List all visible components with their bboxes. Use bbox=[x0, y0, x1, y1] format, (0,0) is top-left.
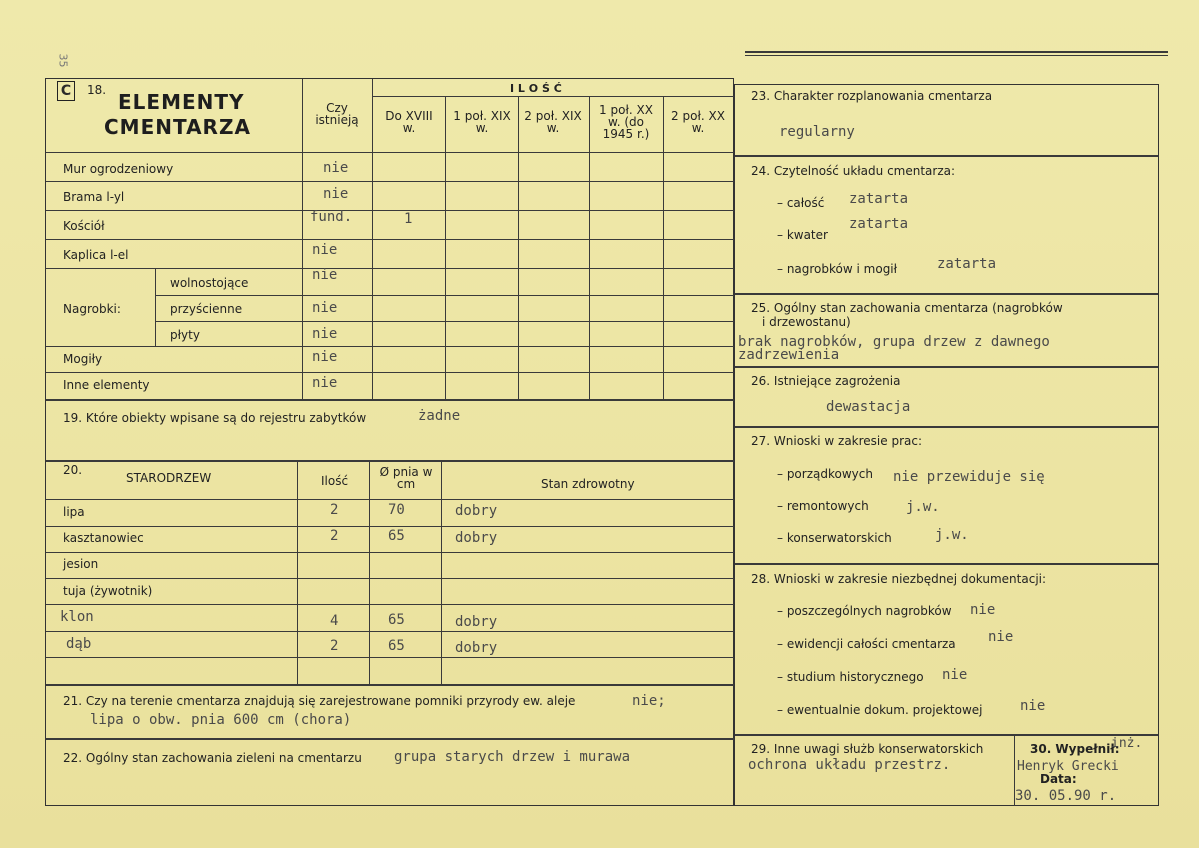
nagrobki-label: Nagrobki: bbox=[63, 302, 121, 316]
s27-item-label: – konserwatorskich bbox=[777, 531, 892, 545]
s28-item-label: – ewidencji całości cmentarza bbox=[777, 637, 956, 651]
element-exists: fund. bbox=[310, 209, 353, 225]
row-line bbox=[46, 526, 734, 527]
element-label: wolnostojące bbox=[170, 276, 249, 290]
tree-count: 2 bbox=[330, 502, 339, 518]
tree-count: 4 bbox=[330, 613, 339, 629]
element-exists: nie bbox=[312, 267, 338, 283]
s19-value: żadne bbox=[418, 408, 461, 424]
tree-count: 2 bbox=[330, 528, 339, 544]
tree-diam: 70 bbox=[388, 502, 405, 518]
s27-item-value: j.w. bbox=[906, 499, 940, 515]
section-divider bbox=[46, 738, 734, 740]
s18-number: 18. bbox=[87, 83, 107, 97]
col-line bbox=[445, 96, 446, 399]
section-divider bbox=[46, 460, 734, 462]
s19-label: 19. Które obiekty wpisane są do rejestru zabytków bbox=[63, 411, 367, 425]
s23-value: regularny bbox=[779, 124, 855, 140]
row-line bbox=[46, 631, 734, 632]
s28-label: 28. Wnioski w zakresie niezbędnej dokumentacji: bbox=[751, 572, 1047, 586]
row-line bbox=[46, 346, 734, 347]
s25-value-1: brak nagrobków, grupa drzew z dawnego bbox=[738, 334, 1050, 350]
s21-label: 21. Czy na terenie cmentarza znajdują się zarejestrowane pomniki przyrody ew. aleje bbox=[63, 694, 576, 708]
section-divider bbox=[46, 684, 734, 686]
tree-name: jesion bbox=[63, 557, 99, 571]
s27-label: 27. Wnioski w zakresie prac: bbox=[751, 434, 923, 448]
s24-item-value: zatarta bbox=[849, 191, 909, 207]
row-line bbox=[46, 604, 734, 605]
s28-item-value: nie bbox=[942, 667, 968, 683]
s20-col-count: Ilość bbox=[321, 474, 349, 488]
element-label: Mogiły bbox=[63, 352, 103, 366]
col-line bbox=[369, 460, 370, 684]
s28-item-value: nie bbox=[970, 602, 996, 618]
top-rule bbox=[745, 51, 1168, 53]
tree-name: lipa bbox=[63, 505, 85, 519]
col-line bbox=[155, 268, 156, 346]
s30-name: Henryk Grecki bbox=[1017, 759, 1119, 774]
section-divider bbox=[735, 366, 1158, 368]
element-exists: nie bbox=[312, 326, 338, 342]
s20-number: 20. bbox=[63, 463, 83, 477]
row-line bbox=[46, 239, 734, 240]
section-divider bbox=[735, 155, 1158, 157]
tree-diam: 65 bbox=[388, 638, 405, 654]
row-line bbox=[46, 152, 734, 153]
s24-label: 24. Czytelność układu cmentarza: bbox=[751, 164, 956, 178]
ilosc-header: I L O Ś Ć bbox=[510, 82, 562, 95]
row-line bbox=[46, 372, 734, 373]
tree-count: 2 bbox=[330, 638, 339, 654]
col-line bbox=[441, 460, 442, 684]
section-divider bbox=[735, 426, 1158, 428]
element-label: przyścienne bbox=[170, 302, 243, 316]
section-badge: C bbox=[57, 81, 75, 101]
col-line bbox=[518, 96, 519, 399]
row-line bbox=[46, 268, 734, 269]
period-header: 1 poł. XX w. (do 1945 r.) bbox=[599, 103, 653, 141]
section-divider bbox=[735, 563, 1158, 565]
tree-health: dobry bbox=[455, 640, 498, 656]
period-header: 2 poł. XIX w. bbox=[524, 109, 582, 135]
s28-item-label: – ewentualnie dokum. projektowej bbox=[777, 703, 983, 717]
element-label: Brama l-yl bbox=[63, 190, 125, 204]
period-header: 1 poł. XIX w. bbox=[453, 109, 511, 135]
row-line bbox=[155, 321, 734, 322]
exists-header: Czy istnieją bbox=[315, 101, 359, 127]
element-exists: nie bbox=[323, 186, 349, 202]
section-divider bbox=[735, 734, 1158, 736]
tree-name: klon bbox=[60, 609, 94, 625]
col-line bbox=[297, 460, 298, 684]
s24-item-label: – całość bbox=[777, 196, 825, 210]
element-label: Kościół bbox=[63, 219, 105, 233]
s20-col-diam: Ø pnia w cm bbox=[379, 465, 433, 491]
tree-health: dobry bbox=[455, 614, 498, 630]
period-header: 2 poł. XX w. bbox=[671, 109, 725, 135]
s27-item-value: nie przewiduje się bbox=[893, 469, 1045, 485]
section-divider bbox=[46, 399, 734, 401]
s27-item-value: j.w. bbox=[935, 527, 969, 543]
s24-item-label: – kwater bbox=[777, 228, 828, 242]
s25-value-2: zadrzewienia bbox=[738, 347, 840, 363]
row-line bbox=[46, 499, 734, 500]
s27-item-label: – remontowych bbox=[777, 499, 869, 513]
s24-item-label: – nagrobków i mogił bbox=[777, 262, 898, 276]
tree-diam: 65 bbox=[388, 528, 405, 544]
s29-value: ochrona układu przestrz. bbox=[748, 757, 951, 773]
row-line bbox=[372, 96, 734, 97]
element-label: Kaplica l-el bbox=[63, 248, 129, 262]
s23-label: 23. Charakter rozplanowania cmentarza bbox=[751, 89, 993, 103]
row-line bbox=[46, 210, 734, 211]
tree-diam: 65 bbox=[388, 612, 405, 628]
element-exists: nie bbox=[312, 375, 338, 391]
s28-item-value: nie bbox=[1020, 698, 1046, 714]
s25-label-2: i drzewostanu) bbox=[762, 315, 851, 329]
s25-label-1: 25. Ogólny stan zachowania cmentarza (nagrobków bbox=[751, 301, 1063, 315]
element-label: płyty bbox=[170, 328, 200, 342]
tree-name: kasztanowiec bbox=[63, 531, 144, 545]
element-exists: nie bbox=[312, 300, 338, 316]
s22-value: grupa starych drzew i murawa bbox=[394, 749, 631, 765]
tree-name: dąb bbox=[66, 636, 92, 652]
row-line bbox=[46, 552, 734, 553]
s18-title-2: CMENTARZA bbox=[104, 115, 251, 139]
s27-item-label: – porządkowych bbox=[777, 467, 873, 481]
s26-label: 26. Istniejące zagrożenia bbox=[751, 374, 901, 388]
row-line bbox=[155, 295, 734, 296]
s22-label: 22. Ogólny stan zachowania zieleni na cmentarzu bbox=[63, 751, 362, 765]
element-exists: nie bbox=[312, 242, 338, 258]
element-exists: nie bbox=[323, 160, 349, 176]
row-line bbox=[46, 657, 734, 658]
s20-title: STARODRZEW bbox=[126, 471, 212, 485]
row-line bbox=[46, 578, 734, 579]
col-line bbox=[663, 96, 664, 399]
tree-health: dobry bbox=[455, 503, 498, 519]
s21-value: nie; bbox=[632, 693, 666, 709]
s28-item-value: nie bbox=[988, 629, 1014, 645]
s24-item-value: zatarta bbox=[937, 256, 997, 272]
element-exists: nie bbox=[312, 349, 338, 365]
s20-col-health: Stan zdrowotny bbox=[541, 477, 635, 491]
element-count: 1 bbox=[404, 211, 413, 227]
s30-date: 30. 05.90 r. bbox=[1015, 788, 1117, 804]
s28-item-label: – poszczególnych nagrobków bbox=[777, 604, 952, 618]
s29-label: 29. Inne uwagi służb konserwatorskich bbox=[751, 742, 984, 756]
period-header: Do XVIII w. bbox=[385, 109, 433, 135]
tree-name: tuja (żywotnik) bbox=[63, 584, 153, 598]
side-code: 35 bbox=[56, 53, 70, 68]
s21-value-2: lipa o obw. pnia 600 cm (chora) bbox=[90, 712, 352, 728]
col-line bbox=[589, 96, 590, 399]
element-label: Inne elementy bbox=[63, 378, 150, 392]
s24-item-value: zatarta bbox=[849, 216, 909, 232]
s30-title: inż. bbox=[1111, 736, 1143, 751]
top-rule-2 bbox=[745, 55, 1168, 56]
tree-health: dobry bbox=[455, 530, 498, 546]
s28-item-label: – studium historycznego bbox=[777, 670, 924, 684]
section-divider bbox=[735, 293, 1158, 295]
element-label: Mur ogrodzeniowy bbox=[63, 162, 174, 176]
s30-label: 30. Wypełnił: bbox=[1030, 742, 1120, 756]
row-line bbox=[46, 181, 734, 182]
s26-value: dewastacja bbox=[826, 399, 911, 415]
s18-title-1: ELEMENTY bbox=[118, 90, 245, 114]
s30-date-label: Data: bbox=[1040, 772, 1077, 786]
